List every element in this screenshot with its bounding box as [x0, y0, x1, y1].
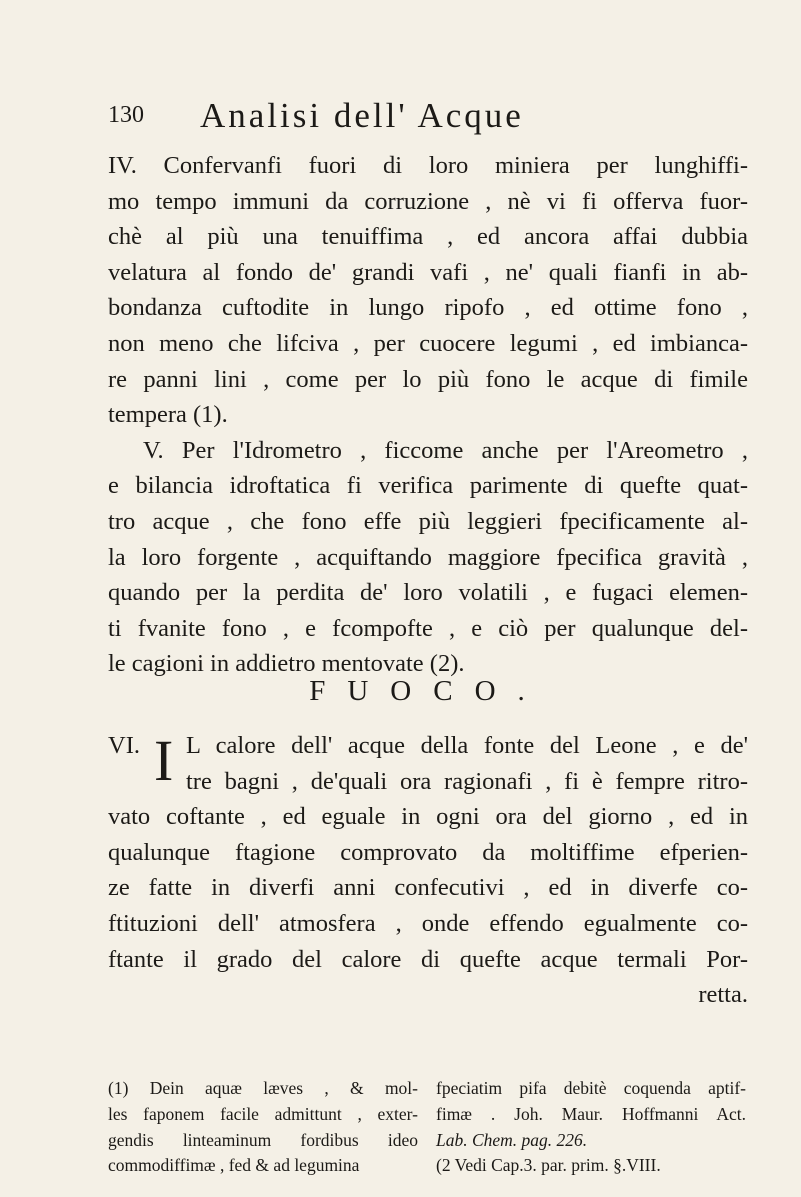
footnote-line: (1) Dein aquæ læves , & mol- — [108, 1078, 418, 1098]
footnote-line: les faponem facile admittunt , exter- — [108, 1103, 418, 1124]
text-line: L calore dell' acque della fonte del Leone , e de' — [186, 732, 748, 759]
footnote-column-left — [108, 1076, 418, 1179]
section-heading: FUOCO. — [309, 675, 547, 707]
footnote-line: (2 Vedi Cap.3. par. prim. §.VIII. — [436, 1155, 661, 1176]
footnote-line: fpeciatim pifa debitè coquenda aptif- — [436, 1078, 746, 1098]
footnote-line: commodiffimæ , fed & ad legumina — [108, 1155, 360, 1176]
footnote-line: gendis linteaminum fordibus ideo — [108, 1129, 418, 1150]
text-line: vato coftante , ed eguale in ogni ora del giorno , ed in — [108, 803, 748, 831]
text-line: ftante il grado del calore di quefte acque termali Por- — [108, 945, 748, 973]
text-line: quando per la perdita de' loro volatili , e fugaci elemen- — [108, 579, 748, 607]
catchword: retta. — [698, 981, 748, 1009]
paragraph-iv — [108, 148, 748, 433]
text-line: IV. Confervanfi fuori di loro miniera per lunghiffi- — [108, 152, 748, 179]
page-header — [108, 96, 748, 146]
footnote-line: fimæ . Joh. Maur. Hoffmanni Act. — [436, 1103, 746, 1124]
running-title: Analisi dell' Acque — [200, 96, 524, 135]
text-line: chè al più una tenuiffima , ed ancora affai dubbia — [108, 223, 748, 251]
paragraph-label: VI. — [108, 732, 140, 759]
paragraph-v — [108, 433, 748, 682]
text-line: ze fatte in diverfi anni confecutivi , ed in diverfe co- — [108, 874, 748, 902]
drop-cap: I — [154, 728, 174, 793]
page-number: 130 — [108, 102, 144, 128]
text-line: ftituzioni dell' atmosfera , onde effendo egualmente co- — [108, 909, 748, 937]
text-line: bondanza cuftodite in lungo ripofo , ed ottime fono , — [108, 294, 748, 322]
text-line: non meno che lifciva , per cuocere legumi , ed imbianca- — [108, 329, 748, 357]
text-line: le cagioni in addietro mentovate (2). — [108, 650, 465, 678]
text-line: e bilancia idroftatica fi verifica parimente di quefte quat- — [108, 472, 748, 500]
text-line: ti fvanite fono , e fcompofte , e ciò per qualunque del- — [108, 614, 748, 642]
text-line: tempera (1). — [108, 401, 228, 429]
footnote-line: Lab. Chem. pag. 226. — [436, 1129, 588, 1150]
text-line: tro acque , che fono effe più leggieri fpecificamente al- — [108, 507, 748, 535]
text-line: velatura al fondo de' grandi vafi , ne' quali fianfi in ab- — [108, 258, 748, 286]
text-line: re panni lini , come per lo più fono le acque di fimile — [108, 365, 748, 393]
text-line: qualunque ftagione comprovato da moltiffime efperien- — [108, 838, 748, 866]
text-line: tre bagni , de'quali ora ragionafi , fi è fempre ritro- — [186, 767, 748, 795]
footnote-column-right — [436, 1076, 746, 1179]
text-line: V. Per l'Idrometro , ficcome anche per l'Areometro , — [143, 436, 748, 464]
main-text — [108, 148, 748, 682]
paragraph-vi — [108, 728, 748, 1013]
text-line: mo tempo immuni da corruzione , nè vi fi offerva fuor- — [108, 187, 748, 215]
text-line: la loro forgente , acquiftando maggiore fpecifica gravità , — [108, 543, 748, 571]
